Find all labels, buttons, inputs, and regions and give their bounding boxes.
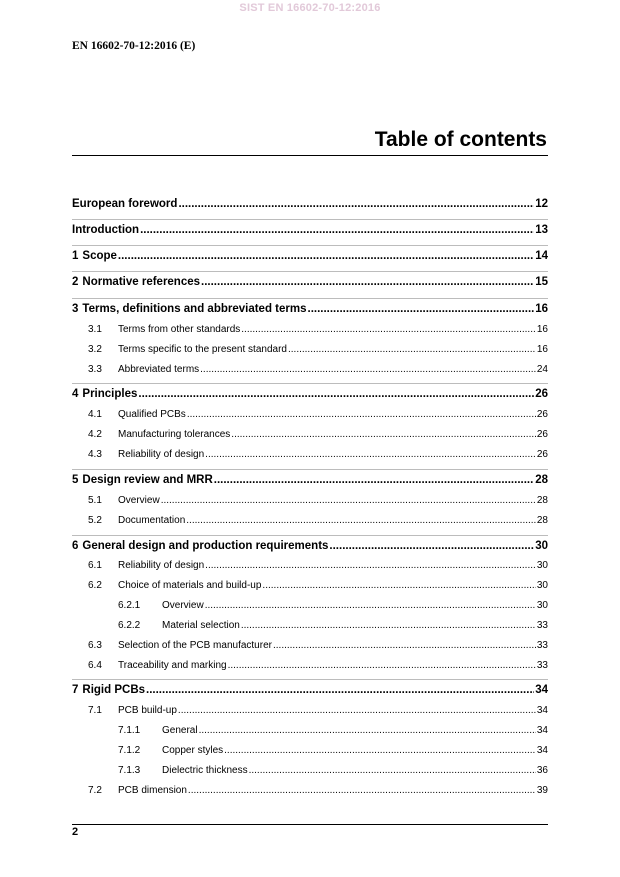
toc-leader-dots bbox=[199, 725, 536, 736]
toc-entry-label: Introduction bbox=[72, 224, 140, 236]
toc-entry-label: European foreword bbox=[72, 198, 178, 210]
toc-entry-label: Selection of the PCB manufacturer bbox=[118, 640, 272, 651]
toc-entry-number: 2 bbox=[72, 276, 79, 288]
toc-entry-number: 4.3 bbox=[88, 449, 102, 460]
toc-entry[interactable] bbox=[72, 600, 548, 611]
toc-leader-dots bbox=[288, 344, 536, 355]
page-number: 2 bbox=[72, 826, 79, 838]
toc-entry-page: 34 bbox=[536, 705, 548, 716]
toc-entry-label: Terms, definitions and abbreviated terms bbox=[82, 303, 307, 315]
toc-entry-label: Reliability of design bbox=[118, 560, 205, 571]
toc-entry-label: Copper styles bbox=[162, 745, 224, 756]
toc-leader-dots bbox=[118, 250, 534, 262]
toc-entry-label: Overview bbox=[162, 600, 204, 611]
toc-entry-page: 15 bbox=[535, 276, 548, 288]
toc-leader-dots bbox=[273, 640, 536, 651]
toc-entry[interactable] bbox=[72, 219, 548, 236]
toc-entry-number: 4.1 bbox=[88, 409, 102, 420]
footer-divider bbox=[72, 824, 548, 825]
toc-entry-number: 6.2 bbox=[88, 580, 102, 591]
toc-entry-page: 39 bbox=[536, 785, 548, 796]
toc-entry[interactable] bbox=[72, 560, 548, 571]
toc-leader-dots bbox=[178, 705, 536, 716]
toc-entry-page: 26 bbox=[536, 409, 548, 420]
toc-entry-number: 6.2.1 bbox=[118, 600, 141, 611]
toc-entry-label: Dielectric thickness bbox=[162, 765, 248, 776]
toc-entry[interactable] bbox=[72, 785, 548, 796]
toc-entry-number: 4.2 bbox=[88, 429, 102, 440]
toc-entry-label: Rigid PCBs bbox=[82, 684, 146, 696]
toc-entry-label: Terms from other standards bbox=[118, 324, 241, 335]
toc-entry-page: 34 bbox=[536, 745, 548, 756]
toc-entry[interactable] bbox=[72, 324, 548, 335]
toc-leader-dots bbox=[138, 388, 534, 400]
toc-entry-label: Reliability of design bbox=[118, 449, 205, 460]
toc-entry-label: Qualified PCBs bbox=[118, 409, 186, 420]
toc-entry-number: 7.1 bbox=[88, 705, 102, 716]
toc-entry-page: 30 bbox=[536, 600, 548, 611]
toc-leader-dots bbox=[214, 474, 534, 486]
title-divider bbox=[72, 155, 548, 156]
toc-entry-number: 7 bbox=[72, 684, 79, 696]
toc-entry-label: Manufacturing tolerances bbox=[118, 429, 231, 440]
toc-entry-number: 4 bbox=[72, 388, 79, 400]
toc-entry[interactable] bbox=[72, 580, 548, 591]
toc-entry-number: 3.2 bbox=[88, 344, 102, 355]
toc-entry-number: 1 bbox=[72, 250, 79, 262]
toc-entry[interactable] bbox=[72, 495, 548, 506]
toc-entry-page: 26 bbox=[536, 449, 548, 460]
toc-leader-dots bbox=[262, 580, 535, 591]
toc-leader-dots bbox=[201, 276, 534, 288]
toc-entry-label: PCB build-up bbox=[118, 705, 177, 716]
toc-entry[interactable] bbox=[72, 640, 548, 651]
toc-entry-number: 7.1.1 bbox=[118, 725, 141, 736]
toc-entry-label: General design and production requirements bbox=[82, 540, 329, 552]
toc-leader-dots bbox=[249, 765, 536, 776]
toc-entry-page: 28 bbox=[536, 495, 548, 506]
toc-entry-label: Scope bbox=[82, 250, 117, 262]
toc-leader-dots bbox=[205, 600, 536, 611]
toc-entry-label: Overview bbox=[118, 495, 160, 506]
toc-entry-number: 7.1.2 bbox=[118, 745, 141, 756]
toc-entry-number: 5 bbox=[72, 474, 79, 486]
toc-entry-number: 6.3 bbox=[88, 640, 102, 651]
toc-entry[interactable] bbox=[72, 409, 548, 420]
toc-entry-number: 6.1 bbox=[88, 560, 102, 571]
toc-entry-number: 6 bbox=[72, 540, 79, 552]
toc-entry[interactable] bbox=[72, 765, 548, 776]
toc-entry[interactable] bbox=[72, 725, 548, 736]
toc-entry[interactable] bbox=[72, 298, 548, 315]
toc-entry[interactable] bbox=[72, 535, 548, 552]
toc-entry-number: 3.3 bbox=[88, 364, 102, 375]
toc-entry[interactable] bbox=[72, 679, 548, 696]
toc-leader-dots bbox=[231, 429, 536, 440]
toc-leader-dots bbox=[161, 495, 536, 506]
watermark: SIST EN 16602-70-12:2016 bbox=[239, 2, 381, 14]
toc-entry-number: 3 bbox=[72, 303, 79, 315]
toc-leader-dots bbox=[308, 303, 535, 315]
toc-entry[interactable] bbox=[72, 660, 548, 671]
toc-leader-dots bbox=[140, 224, 534, 236]
toc-leader-dots bbox=[228, 660, 536, 671]
toc-entry-number: 5.2 bbox=[88, 515, 102, 526]
toc-entry[interactable] bbox=[72, 620, 548, 631]
toc-entry[interactable] bbox=[72, 383, 548, 400]
toc-entry-number: 7.1.3 bbox=[118, 765, 141, 776]
toc-entry-page: 34 bbox=[536, 725, 548, 736]
toc-entry-page: 26 bbox=[535, 388, 548, 400]
toc-entry[interactable] bbox=[72, 198, 548, 210]
toc-entry-number: 5.1 bbox=[88, 495, 102, 506]
toc-entry-label: General bbox=[162, 725, 198, 736]
document-id: EN 16602-70-12:2016 (E) bbox=[72, 40, 196, 52]
toc-leader-dots bbox=[187, 409, 536, 420]
toc-entry-label: Abbreviated terms bbox=[118, 364, 200, 375]
toc-entry-label: Choice of materials and build-up bbox=[118, 580, 262, 591]
toc-entry-page: 33 bbox=[536, 620, 548, 631]
toc-entry[interactable] bbox=[72, 705, 548, 716]
toc-entry-label: Material selection bbox=[162, 620, 240, 631]
toc-leader-dots bbox=[146, 684, 534, 696]
toc-entry-page: 34 bbox=[535, 684, 548, 696]
toc-entry-page: 33 bbox=[536, 660, 548, 671]
toc-leader-dots bbox=[329, 540, 534, 552]
toc-leader-dots bbox=[186, 515, 536, 526]
toc-leader-dots bbox=[188, 785, 536, 796]
toc-entry[interactable] bbox=[72, 469, 548, 486]
toc-entry-label: Documentation bbox=[118, 515, 186, 526]
toc-entry-label: Design review and MRR bbox=[82, 474, 213, 486]
toc-entry[interactable] bbox=[72, 449, 548, 460]
toc-entry-label: Normative references bbox=[82, 276, 201, 288]
toc-leader-dots bbox=[241, 620, 536, 631]
toc-entry-page: 28 bbox=[536, 515, 548, 526]
toc-leader-dots bbox=[224, 745, 536, 756]
toc-entry[interactable] bbox=[72, 344, 548, 355]
toc-entry[interactable] bbox=[72, 429, 548, 440]
toc-entry-page: 13 bbox=[535, 224, 548, 236]
toc-entry-number: 3.1 bbox=[88, 324, 102, 335]
toc-leader-dots bbox=[241, 324, 536, 335]
toc-entry-label: PCB dimension bbox=[118, 785, 187, 796]
page-title: Table of contents bbox=[374, 128, 547, 151]
toc-entry-page: 24 bbox=[536, 364, 548, 375]
toc-leader-dots bbox=[205, 560, 536, 571]
toc-entry-page: 16 bbox=[536, 344, 548, 355]
toc-entry-page: 14 bbox=[535, 250, 548, 262]
toc-entry-page: 26 bbox=[536, 429, 548, 440]
toc-entry[interactable] bbox=[72, 271, 548, 288]
toc-leader-dots bbox=[178, 198, 534, 210]
toc-entry-page: 30 bbox=[536, 580, 548, 591]
toc-entry-page: 28 bbox=[535, 474, 548, 486]
toc-entry[interactable] bbox=[72, 745, 548, 756]
toc-entry-page: 33 bbox=[536, 640, 548, 651]
toc-leader-dots bbox=[205, 449, 536, 460]
toc-entry-page: 30 bbox=[536, 560, 548, 571]
toc-entry-page: 30 bbox=[535, 540, 548, 552]
toc-entry-number: 6.4 bbox=[88, 660, 102, 671]
toc-entry-label: Traceability and marking bbox=[118, 660, 227, 671]
toc-entry-page: 16 bbox=[536, 324, 548, 335]
toc-entry-number: 7.2 bbox=[88, 785, 102, 796]
toc-entry[interactable] bbox=[72, 364, 548, 375]
toc-entry-page: 16 bbox=[535, 303, 548, 315]
toc-entry-page: 12 bbox=[535, 198, 548, 210]
toc-entry[interactable] bbox=[72, 245, 548, 262]
toc-entry[interactable] bbox=[72, 515, 548, 526]
toc-entry-label: Principles bbox=[82, 388, 138, 400]
toc-entry-label: Terms specific to the present standard bbox=[118, 344, 287, 355]
toc-leader-dots bbox=[200, 364, 536, 375]
toc-entry-number: 6.2.2 bbox=[118, 620, 141, 631]
toc-entry-page: 36 bbox=[536, 765, 548, 776]
